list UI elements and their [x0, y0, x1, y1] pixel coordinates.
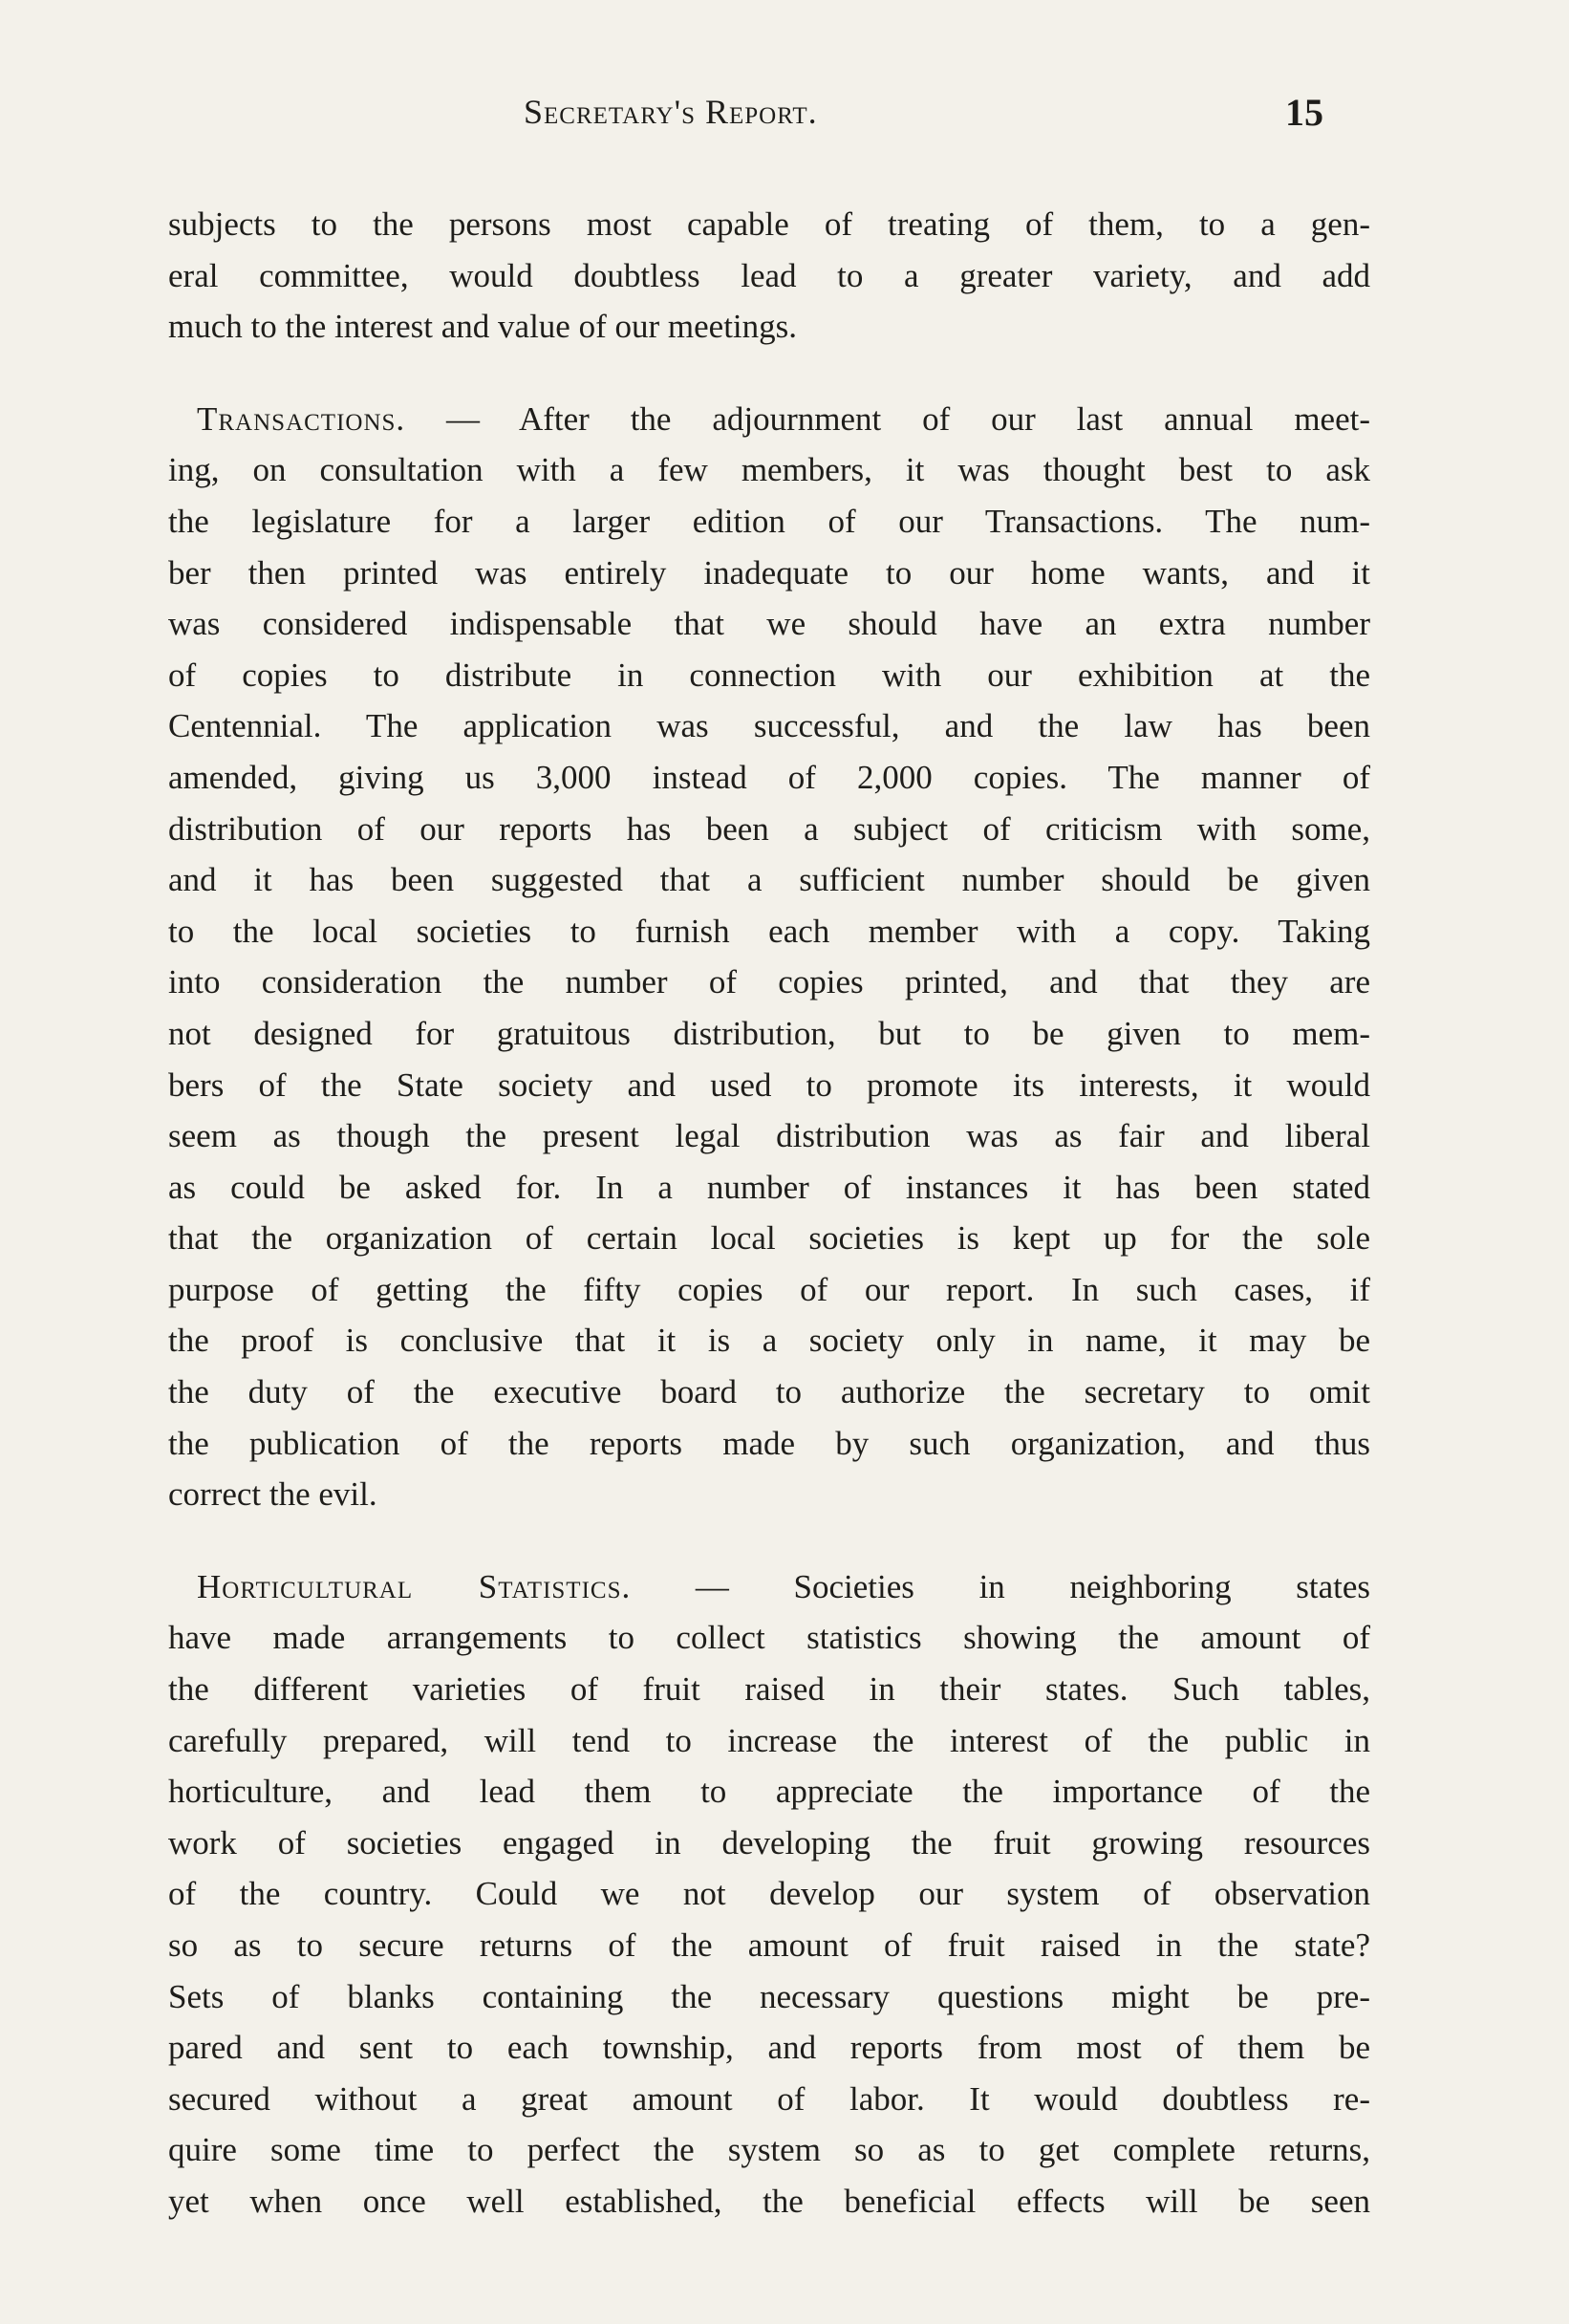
text-line: horticulture, and lead them to appreciate the importance of the — [168, 1773, 1370, 1811]
text-line: much to the interest and value of our meetings. — [168, 308, 798, 346]
text-line: have made arrangements to collect statistics showing the amount of — [168, 1619, 1370, 1657]
text-line: the duty of the executive board to authorize the secretary to omit — [168, 1373, 1370, 1411]
section-heading-transactions: Transactions. — [197, 399, 406, 438]
text-line — [168, 394, 1370, 445]
text-line: seem as though the present legal distribution was as fair and liberal — [168, 1117, 1370, 1155]
text-line: secured without a great amount of labor. It would doubtless re- — [168, 2079, 1370, 2118]
text-line: carefully prepared, will tend to increase the interest of the public in — [168, 1721, 1370, 1759]
text-line: was considered indispensable that we should have an extra number — [168, 605, 1370, 643]
text-line — [168, 1561, 1370, 1613]
text-line: bers of the State society and used to promote its interests, it would — [168, 1065, 1370, 1104]
running-head — [0, 92, 1569, 149]
running-title: Secretary's Report. — [524, 93, 818, 131]
text-line: purpose of getting the fifty copies of our report. In such cases, if — [168, 1270, 1370, 1308]
text-line: work of societies engaged in developing the fruit growing resources — [168, 1823, 1370, 1861]
text-line: ing, on consultation with a few members, it was thought best to ask — [168, 451, 1370, 489]
text-line: correct the evil. — [168, 1475, 377, 1514]
text-line: Centennial. The application was successful, and the law has been — [168, 707, 1370, 745]
text-line: of copies to distribute in connection with our exhibition at the — [168, 656, 1370, 694]
paragraph-horticultural-statistics — [168, 1561, 1370, 2227]
text-line: and it has been suggested that a sufficient number should be given — [168, 861, 1370, 899]
text-line: ber then printed was entirely inadequate to our home wants, and it — [168, 553, 1370, 592]
text-line: pared and sent to each township, and reports from most of them be — [168, 2029, 1370, 2067]
page-number: 15 — [1285, 91, 1323, 134]
text-line: the proof is conclusive that it is a society only in name, it may be — [168, 1322, 1370, 1360]
text-line: amended, giving us 3,000 instead of 2,000 copies. The manner of — [168, 758, 1370, 796]
text-run: — Societies in neighboring states — [631, 1567, 1370, 1605]
text-line: so as to secure returns of the amount of fruit raised in the state? — [168, 1926, 1370, 1964]
text-line: subjects to the persons most capable of treating of them, to a gen- — [168, 205, 1370, 243]
paragraph-continuation — [168, 199, 1370, 353]
text-line: not designed for gratuitous distribution, but to be given to mem- — [168, 1014, 1370, 1052]
text-line: that the organization of certain local societies is kept up for the sole — [168, 1219, 1370, 1258]
paragraph-transactions — [168, 394, 1370, 1520]
text-run: — After the adjournment of our last annual meet- — [405, 399, 1370, 438]
text-line: as could be asked for. In a number of instances it has been stated — [168, 1168, 1370, 1206]
text-line: yet when once well established, the beneficial effects will be seen — [168, 2182, 1370, 2220]
text-line: Sets of blanks containing the necessary questions might be pre- — [168, 1977, 1370, 2015]
text-line: the different varieties of fruit raised in their states. Such tables, — [168, 1670, 1370, 1709]
body-text — [168, 199, 1370, 2227]
text-line: of the country. Could we not develop our system of observation — [168, 1875, 1370, 1913]
text-line: into consideration the number of copies printed, and that they are — [168, 963, 1370, 1001]
text-line: distribution of our reports has been a subject of criticism with some, — [168, 809, 1370, 848]
section-heading-horticultural-statistics: Horticultural Statistics. — [197, 1567, 632, 1605]
text-line: the legislature for a larger edition of our Transactions. The num- — [168, 502, 1370, 540]
text-line: the publication of the reports made by such organization, and thus — [168, 1424, 1370, 1462]
text-line: eral committee, would doubtless lead to a greater variety, and add — [168, 256, 1370, 294]
text-line: to the local societies to furnish each member with a copy. Taking — [168, 912, 1370, 950]
text-line: quire some time to perfect the system so as to get complete returns, — [168, 2131, 1370, 2169]
